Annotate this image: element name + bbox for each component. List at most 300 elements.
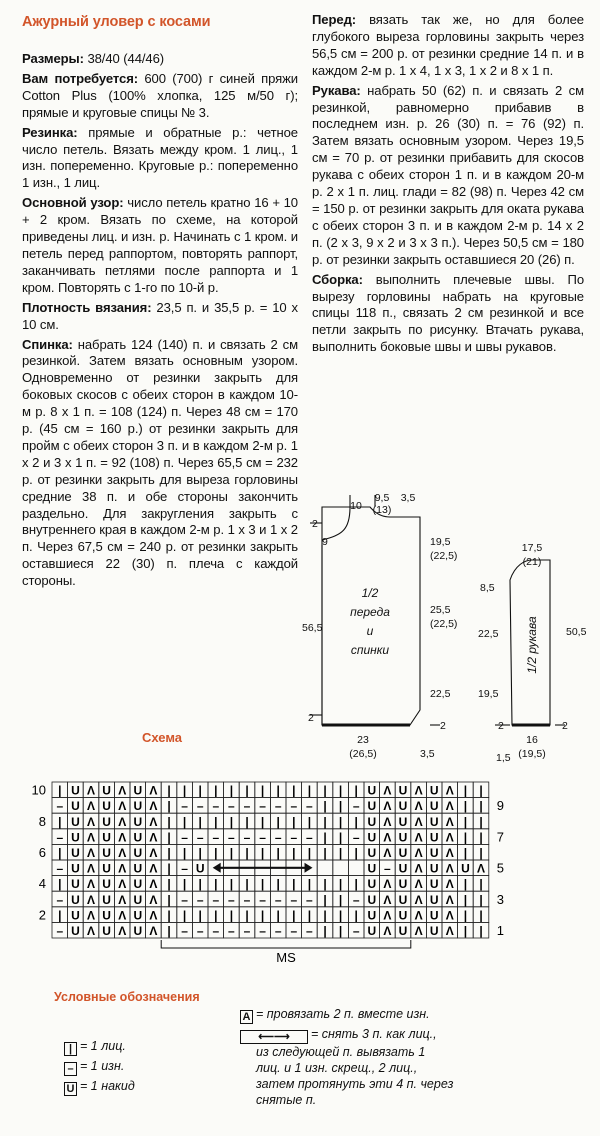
svg-text:|: | — [276, 877, 280, 892]
chart-cell — [411, 860, 427, 876]
svg-text:U: U — [71, 892, 80, 907]
chart-cell — [348, 860, 364, 876]
svg-text:–: – — [274, 892, 282, 907]
chart-cell — [52, 860, 68, 876]
chart-cell — [114, 844, 130, 860]
chart-cell — [146, 907, 162, 923]
svg-text:U: U — [367, 830, 377, 845]
chart-cell — [333, 829, 349, 845]
chart-cell — [192, 829, 208, 845]
chart-cell — [52, 907, 68, 923]
legend-purl: – = 1 изн. — [64, 1058, 124, 1076]
left-paragraph — [22, 337, 298, 591]
svg-text:|: | — [463, 908, 468, 923]
paragraph-label: Спинка: — [22, 336, 73, 352]
svg-text:Λ: Λ — [445, 892, 454, 907]
chart-cell — [348, 782, 364, 798]
chart-cell — [270, 829, 286, 845]
chart-cell — [255, 922, 271, 938]
svg-text:–: – — [56, 861, 64, 876]
chart-cell — [52, 891, 68, 907]
dimension-label: 19,5 — [478, 688, 499, 700]
chart-cell — [270, 813, 286, 829]
svg-text:Λ: Λ — [383, 908, 392, 923]
svg-text:–: – — [212, 830, 220, 845]
chart-cell — [192, 798, 208, 814]
schema-heading: Схема — [142, 730, 183, 745]
svg-text:Λ: Λ — [445, 908, 454, 923]
chart-cell — [458, 860, 474, 876]
svg-text:|: | — [354, 846, 358, 860]
svg-text:–: – — [228, 799, 235, 814]
svg-text:Λ: Λ — [445, 830, 454, 845]
chart-cell — [364, 891, 380, 907]
svg-text:Λ: Λ — [414, 846, 423, 860]
left-paragraph — [22, 71, 298, 122]
chart-cell — [286, 782, 302, 798]
svg-text:|: | — [167, 924, 171, 938]
svg-text:U: U — [429, 892, 439, 907]
svg-text:–: – — [212, 892, 220, 907]
chart-cell — [161, 798, 177, 814]
svg-text:–: – — [56, 799, 64, 814]
dimension-label: 17,5 — [521, 542, 543, 554]
chart-cell — [333, 844, 349, 860]
svg-text:|: | — [463, 814, 468, 829]
yarn-over-icon: U — [64, 1082, 77, 1096]
svg-text:|: | — [292, 877, 296, 892]
svg-text:–: – — [56, 924, 64, 938]
svg-text:U: U — [367, 908, 377, 923]
svg-text:U: U — [133, 783, 143, 798]
svg-text:U: U — [71, 908, 80, 923]
svg-text:Λ: Λ — [383, 830, 392, 845]
chart-cell — [114, 860, 130, 876]
chart-cell — [114, 907, 130, 923]
svg-text:|: | — [198, 814, 202, 829]
chart-cell — [114, 813, 130, 829]
page-title: Ажурный уловер с косами — [22, 14, 211, 30]
svg-text:–: – — [243, 892, 251, 907]
svg-text:|: | — [479, 846, 483, 860]
chart-cell — [208, 829, 224, 845]
chart-cell — [270, 907, 286, 923]
chart-cell — [442, 782, 458, 798]
chart-cell — [99, 813, 115, 829]
svg-text:–: – — [181, 892, 188, 907]
svg-text:U: U — [429, 861, 439, 876]
svg-text:|: | — [58, 783, 62, 798]
arrow-left-icon — [213, 863, 221, 873]
paragraph-text: набрать 124 (140) п. и связать 2 см резинкой. Затем вязать основным узором. Одновременно от резинки закрыть для боковых скосов с обеих сторон в каждом 10-м р. 8 х 1 п. = 108 (124) п. Через 48 см = 170 р. (45 см = 160 р.) от резинки закрыть для пройм с обеих сторон 3 п. и в каждом 2-м р. 1 х 2 и 3 х 1 п. = 92 (108) п. Через 65,5 см = 232 р. от резинки закрыть для выреза горловины средние 38 п. и обе стороны закончить раздельно. Для закругления закрыть с внутреннего края в каждом 2-м р. 1 х 3 и 1 х 2 п. Через 67,5 см = 240 р. от резинки закрыть оставшиеся 22 (30) п. плеча с каждой стороны. — [22, 336, 298, 589]
row-number: 10 — [31, 782, 46, 798]
svg-text:|: | — [479, 830, 483, 845]
paragraph-label: Основной узор: — [22, 195, 124, 211]
paragraph-text: 38/40 (44/46) — [83, 51, 165, 66]
chart-cell — [146, 813, 162, 829]
chart-cell — [333, 891, 349, 907]
chart-cell — [146, 876, 162, 892]
chart-cell — [317, 829, 333, 845]
svg-text:–: – — [306, 892, 313, 907]
chart-cell — [473, 798, 489, 814]
chart-cell — [364, 876, 380, 892]
chart-cell — [411, 782, 427, 798]
chart-cell — [473, 922, 489, 938]
svg-text:|: | — [292, 908, 296, 923]
chart-cell — [146, 782, 162, 798]
chart-cell — [442, 844, 458, 860]
chart-cell — [442, 829, 458, 845]
svg-text:|: | — [198, 877, 202, 892]
chart-cell — [364, 813, 380, 829]
chart-cell — [99, 922, 115, 938]
chart-cell — [426, 891, 442, 907]
chart-cell — [473, 876, 489, 892]
svg-text:–: – — [56, 830, 64, 845]
chart-cell — [83, 813, 99, 829]
svg-text:|: | — [182, 846, 187, 860]
svg-text:|: | — [479, 783, 483, 798]
chart-cell — [395, 876, 411, 892]
svg-text:|: | — [338, 799, 343, 814]
svg-text:|: | — [182, 908, 187, 923]
svg-text:|: | — [463, 830, 468, 845]
svg-text:|: | — [323, 814, 327, 829]
chart-cell — [270, 891, 286, 907]
chart-cell — [224, 782, 240, 798]
chart-cell — [130, 891, 146, 907]
chart-cell — [426, 844, 442, 860]
legend-knit: | = 1 лиц. — [64, 1038, 126, 1056]
svg-text:U: U — [367, 799, 377, 814]
chart-cell — [364, 922, 380, 938]
row-number: 1 — [496, 923, 505, 938]
chart-cell — [364, 798, 380, 814]
svg-text:Λ: Λ — [414, 924, 423, 938]
svg-text:|: | — [323, 892, 327, 907]
paragraph-text: число петель кратно 16 + 10 + 2 кром. Вязать по схеме, на которой приведены лиц. и изн. р. Начинать с 1 кром. и петель перед раппортом, повторять раппорт, заканчивать петлями после раппорта и 1 кром. Повторять с 1-го по 10-й р. — [22, 195, 298, 295]
left-column — [22, 0, 298, 593]
chart-cell — [333, 907, 349, 923]
chart-cell — [302, 907, 318, 923]
svg-text:|: | — [463, 877, 468, 892]
chart-cell — [442, 860, 458, 876]
svg-text:|: | — [276, 814, 280, 829]
legend-title: Условные обозначения — [54, 990, 200, 1004]
chart-cell — [473, 860, 489, 876]
repeat-bracket — [161, 940, 411, 948]
dimension-label: 3,5 — [400, 492, 416, 504]
chart-cell — [442, 813, 458, 829]
paragraph-label: Резинка: — [22, 124, 78, 140]
chart-cell — [224, 798, 240, 814]
chart-cell — [395, 844, 411, 860]
garment-diagram — [300, 485, 600, 775]
chart-cell — [224, 813, 240, 829]
dimension-label: 9,5 — [374, 492, 390, 504]
body-label-line: 1/2 — [361, 586, 379, 600]
chart-cell — [130, 844, 146, 860]
chart-cell — [255, 891, 271, 907]
chart-cell — [192, 860, 208, 876]
dimension-label: 22,5 — [430, 688, 451, 700]
svg-text:U: U — [133, 908, 143, 923]
chart-cell — [177, 782, 193, 798]
chart-cell — [364, 782, 380, 798]
chart-cell — [224, 829, 240, 845]
svg-text:U: U — [398, 846, 408, 860]
chart-cell — [348, 922, 364, 938]
chart-cell — [380, 782, 396, 798]
chart-cell — [130, 813, 146, 829]
svg-text:–: – — [352, 830, 360, 845]
chart-cell — [52, 922, 68, 938]
chart-cell — [395, 798, 411, 814]
chart-cell — [380, 829, 396, 845]
chart-cell — [348, 907, 364, 923]
chart-cell — [83, 782, 99, 798]
chart-cell — [83, 922, 99, 938]
chart-cell — [380, 798, 396, 814]
svg-text:U: U — [398, 877, 408, 892]
chart-cell — [68, 876, 84, 892]
chart-cell — [458, 829, 474, 845]
chart-cell — [333, 922, 349, 938]
pattern-chart — [30, 778, 590, 988]
svg-text:U: U — [102, 861, 111, 876]
paragraph-label: Вам потребуется: — [22, 70, 139, 86]
chart-cell — [68, 813, 84, 829]
svg-text:Λ: Λ — [149, 846, 158, 860]
svg-text:|: | — [463, 783, 468, 798]
svg-text:|: | — [338, 830, 343, 845]
svg-text:–: – — [243, 830, 251, 845]
chart-cell — [146, 891, 162, 907]
svg-text:–: – — [274, 799, 282, 814]
chart-cell — [114, 829, 130, 845]
svg-text:|: | — [167, 861, 171, 876]
chart-cell — [239, 907, 255, 923]
svg-text:Λ: Λ — [414, 783, 423, 798]
svg-text:U: U — [102, 924, 111, 938]
chart-cell — [161, 860, 177, 876]
svg-text:U: U — [367, 892, 377, 907]
svg-text:Λ: Λ — [118, 830, 127, 845]
chart-cell — [68, 860, 84, 876]
svg-text:|: | — [323, 846, 327, 860]
chart-cell — [130, 860, 146, 876]
svg-text:|: | — [245, 908, 249, 923]
svg-text:|: | — [198, 908, 202, 923]
chart-cell — [177, 829, 193, 845]
chart-cell — [380, 922, 396, 938]
dimension-label: 16 — [526, 734, 538, 746]
svg-text:Λ: Λ — [86, 814, 96, 829]
svg-text:U: U — [102, 783, 111, 798]
dimension-label: (21) — [522, 556, 542, 568]
chart-cell — [99, 829, 115, 845]
svg-text:–: – — [290, 830, 298, 845]
chart-cell — [411, 891, 427, 907]
chart-cell — [426, 813, 442, 829]
chart-cell — [99, 891, 115, 907]
svg-text:–: – — [243, 924, 251, 938]
dimension-label: (13) — [372, 504, 392, 516]
svg-text:–: – — [228, 924, 235, 938]
svg-text:|: | — [479, 877, 483, 892]
chart-cell — [224, 844, 240, 860]
chart-cell — [442, 907, 458, 923]
chart-cell — [348, 844, 364, 860]
svg-text:Λ: Λ — [86, 924, 96, 938]
chart-cell — [333, 798, 349, 814]
svg-text:Λ: Λ — [149, 830, 158, 845]
svg-text:Λ: Λ — [383, 799, 392, 814]
chart-cell — [473, 891, 489, 907]
chart-cell — [83, 907, 99, 923]
svg-text:|: | — [229, 908, 234, 923]
chart-cell — [208, 844, 224, 860]
chart-cell — [270, 782, 286, 798]
svg-text:|: | — [167, 908, 171, 923]
svg-text:|: | — [323, 799, 327, 814]
svg-text:Λ: Λ — [118, 846, 127, 860]
svg-text:|: | — [354, 814, 358, 829]
chart-cell — [208, 813, 224, 829]
svg-text:|: | — [323, 924, 327, 938]
chart-cell — [208, 876, 224, 892]
chart-cell — [177, 876, 193, 892]
svg-text:Λ: Λ — [383, 877, 392, 892]
chart-cell — [146, 844, 162, 860]
svg-text:Λ: Λ — [445, 814, 454, 829]
svg-text:U: U — [102, 908, 111, 923]
dimension-label: 9 — [322, 536, 328, 548]
chart-cell — [442, 876, 458, 892]
svg-text:U: U — [398, 783, 408, 798]
svg-text:Λ: Λ — [383, 924, 392, 938]
svg-text:|: | — [479, 814, 483, 829]
svg-text:|: | — [354, 908, 358, 923]
chart-cell — [270, 922, 286, 938]
chart-cell — [130, 876, 146, 892]
chart-cell — [286, 922, 302, 938]
chart-cell — [395, 922, 411, 938]
chart-cell — [364, 829, 380, 845]
row-number: 6 — [38, 845, 46, 860]
svg-text:Λ: Λ — [383, 814, 392, 829]
svg-text:–: – — [196, 892, 204, 907]
dimension-label: 2 — [308, 712, 314, 724]
svg-text:Λ: Λ — [445, 846, 454, 860]
chart-cell — [208, 922, 224, 938]
chart-cell — [442, 922, 458, 938]
svg-text:|: | — [214, 783, 218, 798]
svg-text:–: – — [306, 924, 313, 938]
row-number: 7 — [496, 829, 505, 845]
svg-text:|: | — [354, 783, 358, 798]
chart-cell — [239, 922, 255, 938]
chart-cell — [224, 891, 240, 907]
chart-cell — [333, 876, 349, 892]
chart-cell — [68, 782, 84, 798]
dimension-label: (22,5) — [430, 618, 458, 630]
chart-cell — [380, 907, 396, 923]
svg-text:U: U — [133, 877, 143, 892]
svg-text:–: – — [259, 799, 266, 814]
svg-text:U: U — [429, 908, 439, 923]
chart-cell — [458, 844, 474, 860]
svg-text:|: | — [58, 846, 62, 860]
right-column — [312, 12, 584, 359]
svg-text:Λ: Λ — [118, 908, 127, 923]
paragraph-label: Рукава: — [312, 82, 361, 98]
chart-cell — [99, 782, 115, 798]
chart-cell — [161, 907, 177, 923]
svg-text:Λ: Λ — [149, 924, 158, 938]
svg-text:|: | — [323, 830, 327, 845]
chart-cell — [177, 813, 193, 829]
chart-cell — [239, 844, 255, 860]
chart-cell — [426, 829, 442, 845]
svg-text:–: – — [181, 861, 188, 876]
svg-text:|: | — [182, 877, 187, 892]
svg-text:Λ: Λ — [414, 830, 423, 845]
svg-text:|: | — [463, 846, 468, 860]
svg-text:U: U — [133, 830, 143, 845]
svg-text:U: U — [461, 861, 470, 876]
dimension-label: (19,5) — [518, 748, 546, 760]
dimension-label: 3,5 — [420, 748, 435, 760]
dimension-label: (26,5) — [349, 748, 377, 760]
svg-text:U: U — [429, 799, 439, 814]
chart-cell — [99, 798, 115, 814]
dimension-label: 2 — [312, 518, 318, 530]
chart-cell — [161, 876, 177, 892]
chart-cell — [224, 907, 240, 923]
svg-text:|: | — [307, 908, 312, 923]
svg-text:Λ: Λ — [149, 814, 158, 829]
legend-k2tog: A = провязать 2 п. вместе изн. — [240, 1006, 430, 1024]
chart-cell — [411, 813, 427, 829]
svg-text:|: | — [167, 846, 171, 860]
svg-text:|: | — [307, 877, 312, 892]
svg-text:|: | — [214, 846, 218, 860]
svg-text:U: U — [429, 924, 439, 938]
chart-cell — [83, 829, 99, 845]
chart-cell — [286, 829, 302, 845]
svg-text:U: U — [429, 830, 439, 845]
svg-text:Λ: Λ — [86, 861, 96, 876]
svg-text:–: – — [306, 799, 313, 814]
svg-text:|: | — [323, 783, 327, 798]
svg-text:–: – — [290, 892, 298, 907]
chart-cell — [52, 829, 68, 845]
chart-cell — [161, 813, 177, 829]
svg-text:U: U — [195, 861, 205, 876]
chart-cell — [317, 813, 333, 829]
chart-cell — [177, 922, 193, 938]
svg-text:Λ: Λ — [383, 783, 392, 798]
chart-cell — [317, 798, 333, 814]
paragraph-label: Плотность вязания: — [22, 299, 152, 315]
svg-text:|: | — [338, 846, 343, 860]
chart-cell — [161, 891, 177, 907]
svg-text:–: – — [228, 830, 235, 845]
svg-text:Λ: Λ — [383, 892, 392, 907]
svg-text:|: | — [463, 799, 468, 814]
